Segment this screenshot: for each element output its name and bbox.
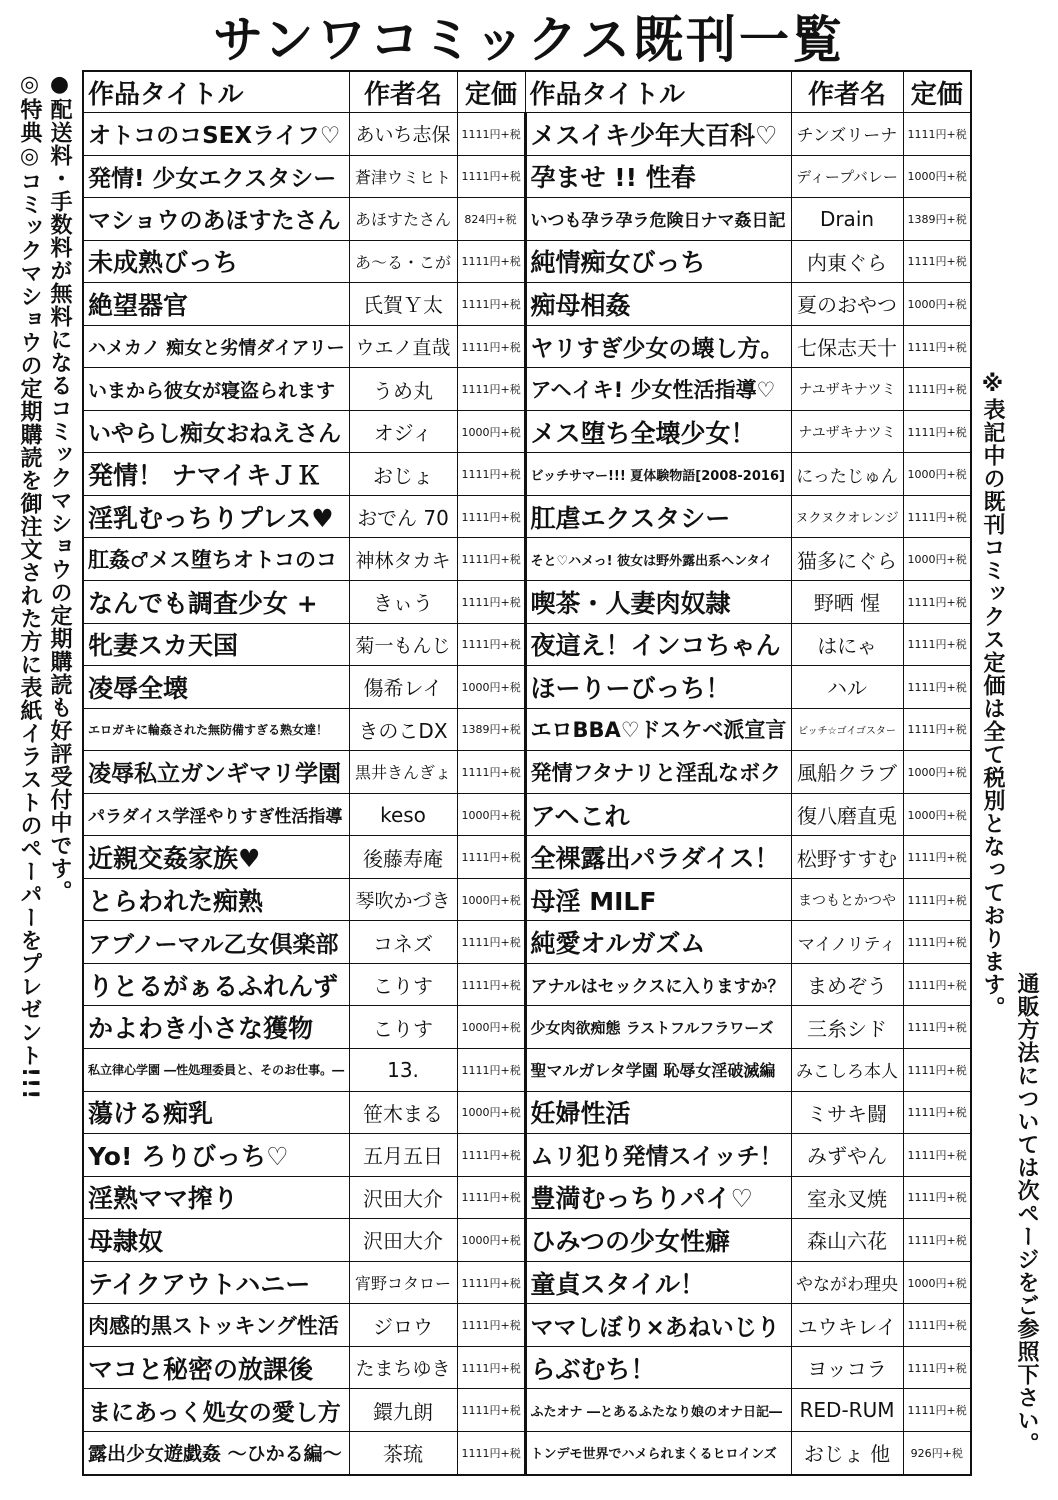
author-cell: みこしろ本人 xyxy=(791,1049,903,1092)
title-cell: とらわれた痴熟 xyxy=(83,878,349,921)
title-cell: 淫乳むっちりプレス♥ xyxy=(83,495,349,538)
table-row xyxy=(83,666,971,709)
author-cell: 五月五日 xyxy=(349,1134,457,1177)
author-cell: オジィ xyxy=(349,410,457,453)
title-cell: いやらし痴女おねえさん xyxy=(83,410,349,453)
table-row xyxy=(83,113,971,156)
price-cell: 1111円+税 xyxy=(903,1304,971,1347)
left-notice-line-2: ◎特典◎コミックマショウの定期購読を御注文された方に表紙イラストのペーパーをプレゼント!!! xyxy=(17,72,42,1101)
author-cell: 猫多にぐら xyxy=(791,538,903,581)
title-cell: まにあっく処女の愛し方 xyxy=(83,1389,349,1432)
title-cell: 肛虐エクスタシー xyxy=(525,495,791,538)
right-notice-line-1: ※表記中の既刊コミックス定価は全て税別となっております。 xyxy=(980,372,1005,1019)
author-cell: ヨッコラ xyxy=(791,1346,903,1389)
price-cell: 1000円+税 xyxy=(903,793,971,836)
author-cell: まめぞう xyxy=(791,963,903,1006)
right-notice xyxy=(972,372,1044,1482)
author-cell: ユウキレイ xyxy=(791,1304,903,1347)
author-cell: 夏のおやつ xyxy=(791,283,903,326)
price-cell: 1111円+税 xyxy=(903,1219,971,1262)
title-cell: 近親交姦家族♥ xyxy=(83,836,349,879)
table-row xyxy=(83,1304,971,1347)
table-header-row xyxy=(83,71,971,113)
table-row xyxy=(83,495,971,538)
comics-table xyxy=(82,70,972,1476)
price-cell: 1111円+税 xyxy=(903,240,971,283)
title-cell: 豊満むっちりパイ♡ xyxy=(525,1176,791,1219)
title-cell: 夜這え！インコちゃん xyxy=(525,623,791,666)
price-cell: 1111円+税 xyxy=(457,1176,525,1219)
title-cell: 肉感的黒ストッキング性活 xyxy=(83,1304,349,1347)
price-cell: 1111円+税 xyxy=(903,1091,971,1134)
price-cell: 1111円+税 xyxy=(903,495,971,538)
author-cell: ミサキ闘 xyxy=(791,1091,903,1134)
price-cell: 1111円+税 xyxy=(903,1006,971,1049)
header-author-right: 作者名 xyxy=(791,71,903,113)
title-cell: 聖マルガレタ学園 恥辱女淫破滅編 xyxy=(525,1049,791,1092)
author-cell: こりす xyxy=(349,963,457,1006)
author-cell: 13. xyxy=(349,1049,457,1092)
left-notice-line-1: ●配送料・手数料が無料になるコミックマショウの定期購読も好評受付中です。 xyxy=(47,72,72,903)
title-cell: ほーりーびっち！ xyxy=(525,666,791,709)
price-cell: 1111円+税 xyxy=(903,1134,971,1177)
price-cell: 1111円+税 xyxy=(903,368,971,411)
price-cell: 1000円+税 xyxy=(457,666,525,709)
title-cell: アヘこれ xyxy=(525,793,791,836)
price-cell: 1000円+税 xyxy=(903,538,971,581)
author-cell: 復八磨直兎 xyxy=(791,793,903,836)
table-row xyxy=(83,1389,971,1432)
author-cell: 後藤寿庵 xyxy=(349,836,457,879)
price-cell: 1111円+税 xyxy=(903,581,971,624)
price-cell: 1000円+税 xyxy=(457,793,525,836)
price-cell: 1111円+税 xyxy=(903,113,971,156)
title-cell: メス堕ち全壊少女！ xyxy=(525,410,791,453)
title-cell: かよわき小さな獲物 xyxy=(83,1006,349,1049)
title-cell: ひみつの少女性癖 xyxy=(525,1219,791,1262)
title-cell: テイクアウトハニー xyxy=(83,1261,349,1304)
author-cell: 三糸シド xyxy=(791,1006,903,1049)
table-row xyxy=(83,1091,971,1134)
author-cell: きのこDX xyxy=(349,708,457,751)
title-cell: 未成熟びっち xyxy=(83,240,349,283)
price-cell: 1111円+税 xyxy=(457,155,525,198)
table-row xyxy=(83,1049,971,1092)
header-title-left: 作品タイトル xyxy=(83,71,349,113)
table-row xyxy=(83,1134,971,1177)
price-cell: 1111円+税 xyxy=(903,666,971,709)
title-cell: りとるがぁるふれんず xyxy=(83,963,349,1006)
table-row xyxy=(83,708,971,751)
price-cell: 1389円+税 xyxy=(903,198,971,241)
price-cell: 1111円+税 xyxy=(903,1049,971,1092)
author-cell: こりす xyxy=(349,1006,457,1049)
author-cell: やながわ理央 xyxy=(791,1261,903,1304)
title-cell: 妊婦性活 xyxy=(525,1091,791,1134)
price-cell: 1000円+税 xyxy=(457,1091,525,1134)
title-cell: エロガキに輪姦された無防備すぎる熟女達！ xyxy=(83,708,349,751)
title-cell: 蕩ける痴乳 xyxy=(83,1091,349,1134)
left-notice xyxy=(12,72,76,1492)
title-cell: 母隷奴 xyxy=(83,1219,349,1262)
author-cell: うめ丸 xyxy=(349,368,457,411)
author-cell: 室永叉焼 xyxy=(791,1176,903,1219)
title-cell: 絶望器官 xyxy=(83,283,349,326)
author-cell: チンズリーナ xyxy=(791,113,903,156)
author-cell: ハル xyxy=(791,666,903,709)
price-cell: 824円+税 xyxy=(457,198,525,241)
price-cell: 1111円+税 xyxy=(457,623,525,666)
author-cell: あ〜る・こが xyxy=(349,240,457,283)
table-row xyxy=(83,538,971,581)
header-author-left: 作者名 xyxy=(349,71,457,113)
price-cell: 1111円+税 xyxy=(457,963,525,1006)
title-cell: 痴母相姦 xyxy=(525,283,791,326)
title-cell: 凌辱全壊 xyxy=(83,666,349,709)
table-row xyxy=(83,1006,971,1049)
author-cell: まつもとかつや xyxy=(791,878,903,921)
title-cell: トンデモ世界でハメられまくるヒロインズ xyxy=(525,1431,791,1475)
table-row xyxy=(83,751,971,794)
price-cell: 1111円+税 xyxy=(457,1261,525,1304)
author-cell: 沢田大介 xyxy=(349,1176,457,1219)
table-row xyxy=(83,963,971,1006)
table-row xyxy=(83,453,971,496)
author-cell: はにゃ xyxy=(791,623,903,666)
title-cell: ヤリすぎ少女の壊し方。 xyxy=(525,325,791,368)
title-cell: ふたオナ ―とあるふたなり娘のオナ日記― xyxy=(525,1389,791,1432)
table-row xyxy=(83,198,971,241)
title-cell: マコと秘密の放課後 xyxy=(83,1346,349,1389)
price-cell: 1000円+税 xyxy=(903,1261,971,1304)
author-cell: ウエノ直哉 xyxy=(349,325,457,368)
author-cell: 沢田大介 xyxy=(349,1219,457,1262)
title-cell: ムリ犯り発情スイッチ！ xyxy=(525,1134,791,1177)
author-cell: たまちゆき xyxy=(349,1346,457,1389)
title-cell: 少女肉欲痴態 ラストフルフラワーズ xyxy=(525,1006,791,1049)
title-cell: 孕ませ !! 性春 xyxy=(525,155,791,198)
author-cell: ジロウ xyxy=(349,1304,457,1347)
author-cell: 森山六花 xyxy=(791,1219,903,1262)
title-cell: 牝妻スカ天国 xyxy=(83,623,349,666)
price-cell: 1111円+税 xyxy=(457,283,525,326)
author-cell: おじょ 他 xyxy=(791,1431,903,1475)
table-row xyxy=(83,155,971,198)
title-cell: 純愛オルガズム xyxy=(525,921,791,964)
price-cell: 1111円+税 xyxy=(903,1389,971,1432)
price-cell: 1111円+税 xyxy=(457,1134,525,1177)
author-cell: 七保志天十 xyxy=(791,325,903,368)
title-cell: 発情！ ナマイキＪＫ xyxy=(83,453,349,496)
author-cell: みずやん xyxy=(791,1134,903,1177)
author-cell: RED-RUM xyxy=(791,1389,903,1432)
title-cell: ママしぼり×あねいじり xyxy=(525,1304,791,1347)
price-cell: 1000円+税 xyxy=(903,155,971,198)
author-cell: 琴吹かづき xyxy=(349,878,457,921)
table-row xyxy=(83,240,971,283)
author-cell: ナユザキナツミ xyxy=(791,410,903,453)
author-cell: ヌクヌクオレンジ xyxy=(791,495,903,538)
table-row xyxy=(83,1431,971,1475)
table-row xyxy=(83,793,971,836)
title-cell: 肛姦♂メス堕ちオトコのコ xyxy=(83,538,349,581)
author-cell: 野晒 惺 xyxy=(791,581,903,624)
title-cell: いまから彼女が寝盗られます xyxy=(83,368,349,411)
author-cell: ビッチ☆ゴイゴスター xyxy=(791,708,903,751)
price-cell: 1000円+税 xyxy=(903,453,971,496)
table-row xyxy=(83,1176,971,1219)
price-cell: 1111円+税 xyxy=(903,410,971,453)
table-row xyxy=(83,1346,971,1389)
price-cell: 1111円+税 xyxy=(457,581,525,624)
title-cell: ビッチサマー!!! 夏体験物語[2008-2016] xyxy=(525,453,791,496)
title-cell: そと♡ハメっ! 彼女は野外露出系ヘンタイ xyxy=(525,538,791,581)
price-cell: 1000円+税 xyxy=(903,283,971,326)
title-cell: 母淫 MILF xyxy=(525,878,791,921)
title-cell: アヘイキ! 少女性活指導♡ xyxy=(525,368,791,411)
author-cell: あいち志保 xyxy=(349,113,457,156)
author-cell: 菊一もんじ xyxy=(349,623,457,666)
author-cell: Drain xyxy=(791,198,903,241)
title-cell: 童貞スタイル！ xyxy=(525,1261,791,1304)
price-cell: 1000円+税 xyxy=(457,1006,525,1049)
author-cell: 氏賀Ｙ太 xyxy=(349,283,457,326)
author-cell: ナユザキナツミ xyxy=(791,368,903,411)
title-cell: マショウのあほすたさん xyxy=(83,198,349,241)
title-cell: アナルはセックスに入りますか？ xyxy=(525,963,791,1006)
title-cell: 私立律心学園 ―性処理委員と、そのお仕事。― xyxy=(83,1049,349,1092)
price-cell: 1111円+税 xyxy=(457,1431,525,1475)
title-cell: Yo! ろりびっち♡ xyxy=(83,1134,349,1177)
author-cell: あほすたさん xyxy=(349,198,457,241)
price-cell: 1111円+税 xyxy=(457,113,525,156)
author-cell: 笹木まる xyxy=(349,1091,457,1134)
price-cell: 1111円+税 xyxy=(903,1176,971,1219)
table-row xyxy=(83,410,971,453)
price-cell: 1111円+税 xyxy=(903,708,971,751)
header-price-right: 定価 xyxy=(903,71,971,113)
title-cell: 淫熟ママ搾り xyxy=(83,1176,349,1219)
author-cell: おでん 70 xyxy=(349,495,457,538)
author-cell: にったじゅん xyxy=(791,453,903,496)
author-cell: 宵野コタロー xyxy=(349,1261,457,1304)
table-row xyxy=(83,623,971,666)
page-title: サンワコミックス既刊一覧 xyxy=(213,11,845,69)
price-cell: 1111円+税 xyxy=(457,495,525,538)
price-cell: 1389円+税 xyxy=(457,708,525,751)
title-cell: ハメカノ 痴女と劣情ダイアリー xyxy=(83,325,349,368)
title-cell: エロBBA♡ドスケベ派宣言 xyxy=(525,708,791,751)
header-title-right: 作品タイトル xyxy=(525,71,791,113)
price-cell: 1000円+税 xyxy=(457,1219,525,1262)
table-row xyxy=(83,836,971,879)
price-cell: 1111円+税 xyxy=(457,1389,525,1432)
title-cell: 喫茶・人妻肉奴隷 xyxy=(525,581,791,624)
price-cell: 1111円+税 xyxy=(457,836,525,879)
header-price-left: 定価 xyxy=(457,71,525,113)
author-cell: keso xyxy=(349,793,457,836)
price-cell: 1111円+税 xyxy=(903,921,971,964)
author-cell: きぃう xyxy=(349,581,457,624)
table-row xyxy=(83,1261,971,1304)
price-cell: 1111円+税 xyxy=(457,240,525,283)
price-cell: 1111円+税 xyxy=(903,623,971,666)
table-row xyxy=(83,1219,971,1262)
price-cell: 1111円+税 xyxy=(903,878,971,921)
title-cell: オトコのコSEXライフ♡ xyxy=(83,113,349,156)
title-cell: 露出少女遊戯姦 〜ひかる編〜 xyxy=(83,1431,349,1475)
price-cell: 1111円+税 xyxy=(903,963,971,1006)
right-notice-line-2: 通販方法については次ページをご参照下さい。 xyxy=(1014,972,1039,1455)
author-cell: 神林タカキ xyxy=(349,538,457,581)
title-cell: なんでも調査少女 + xyxy=(83,581,349,624)
author-cell: 傷希レイ xyxy=(349,666,457,709)
price-cell: 1111円+税 xyxy=(457,368,525,411)
author-cell: 風船クラブ xyxy=(791,751,903,794)
author-cell: おじょ xyxy=(349,453,457,496)
table-row xyxy=(83,325,971,368)
price-cell: 1111円+税 xyxy=(457,751,525,794)
title-cell: メスイキ少年大百科♡ xyxy=(525,113,791,156)
table-row xyxy=(83,878,971,921)
price-cell: 1000円+税 xyxy=(457,410,525,453)
price-cell: 1000円+税 xyxy=(903,751,971,794)
price-cell: 1111円+税 xyxy=(903,1346,971,1389)
price-cell: 1111円+税 xyxy=(457,1346,525,1389)
title-cell: アブノーマル乙女倶楽部 xyxy=(83,921,349,964)
price-cell: 1111円+税 xyxy=(457,453,525,496)
title-cell: パラダイス学淫やりすぎ性活指導 xyxy=(83,793,349,836)
author-cell: 鐶九朗 xyxy=(349,1389,457,1432)
author-cell: 茶琉 xyxy=(349,1431,457,1475)
title-cell: 純情痴女びっち xyxy=(525,240,791,283)
author-cell: 黒井きんぎょ xyxy=(349,751,457,794)
author-cell: マイノリティ xyxy=(791,921,903,964)
author-cell: 内東ぐら xyxy=(791,240,903,283)
table-row xyxy=(83,283,971,326)
price-cell: 1000円+税 xyxy=(457,878,525,921)
title-cell: 全裸露出パラダイス！ xyxy=(525,836,791,879)
price-cell: 926円+税 xyxy=(903,1431,971,1475)
price-cell: 1111円+税 xyxy=(903,836,971,879)
price-cell: 1111円+税 xyxy=(457,921,525,964)
price-cell: 1111円+税 xyxy=(457,538,525,581)
author-cell: コネズ xyxy=(349,921,457,964)
price-cell: 1111円+税 xyxy=(457,1049,525,1092)
title-cell: 発情フタナリと淫乱なボク xyxy=(525,751,791,794)
title-cell: 凌辱私立ガンギマリ学園 xyxy=(83,751,349,794)
title-cell: いつも孕ラ孕ラ危険日ナマ姦日記 xyxy=(525,198,791,241)
title-cell: 発情! 少女エクスタシー xyxy=(83,155,349,198)
price-cell: 1111円+税 xyxy=(457,1304,525,1347)
author-cell: ディープバレー xyxy=(791,155,903,198)
table-row xyxy=(83,368,971,411)
author-cell: 松野すすむ xyxy=(791,836,903,879)
title-cell: らぶむち！ xyxy=(525,1346,791,1389)
price-cell: 1111円+税 xyxy=(903,325,971,368)
table-row xyxy=(83,581,971,624)
author-cell: 蒼津ウミヒト xyxy=(349,155,457,198)
table-row xyxy=(83,921,971,964)
price-cell: 1111円+税 xyxy=(457,325,525,368)
